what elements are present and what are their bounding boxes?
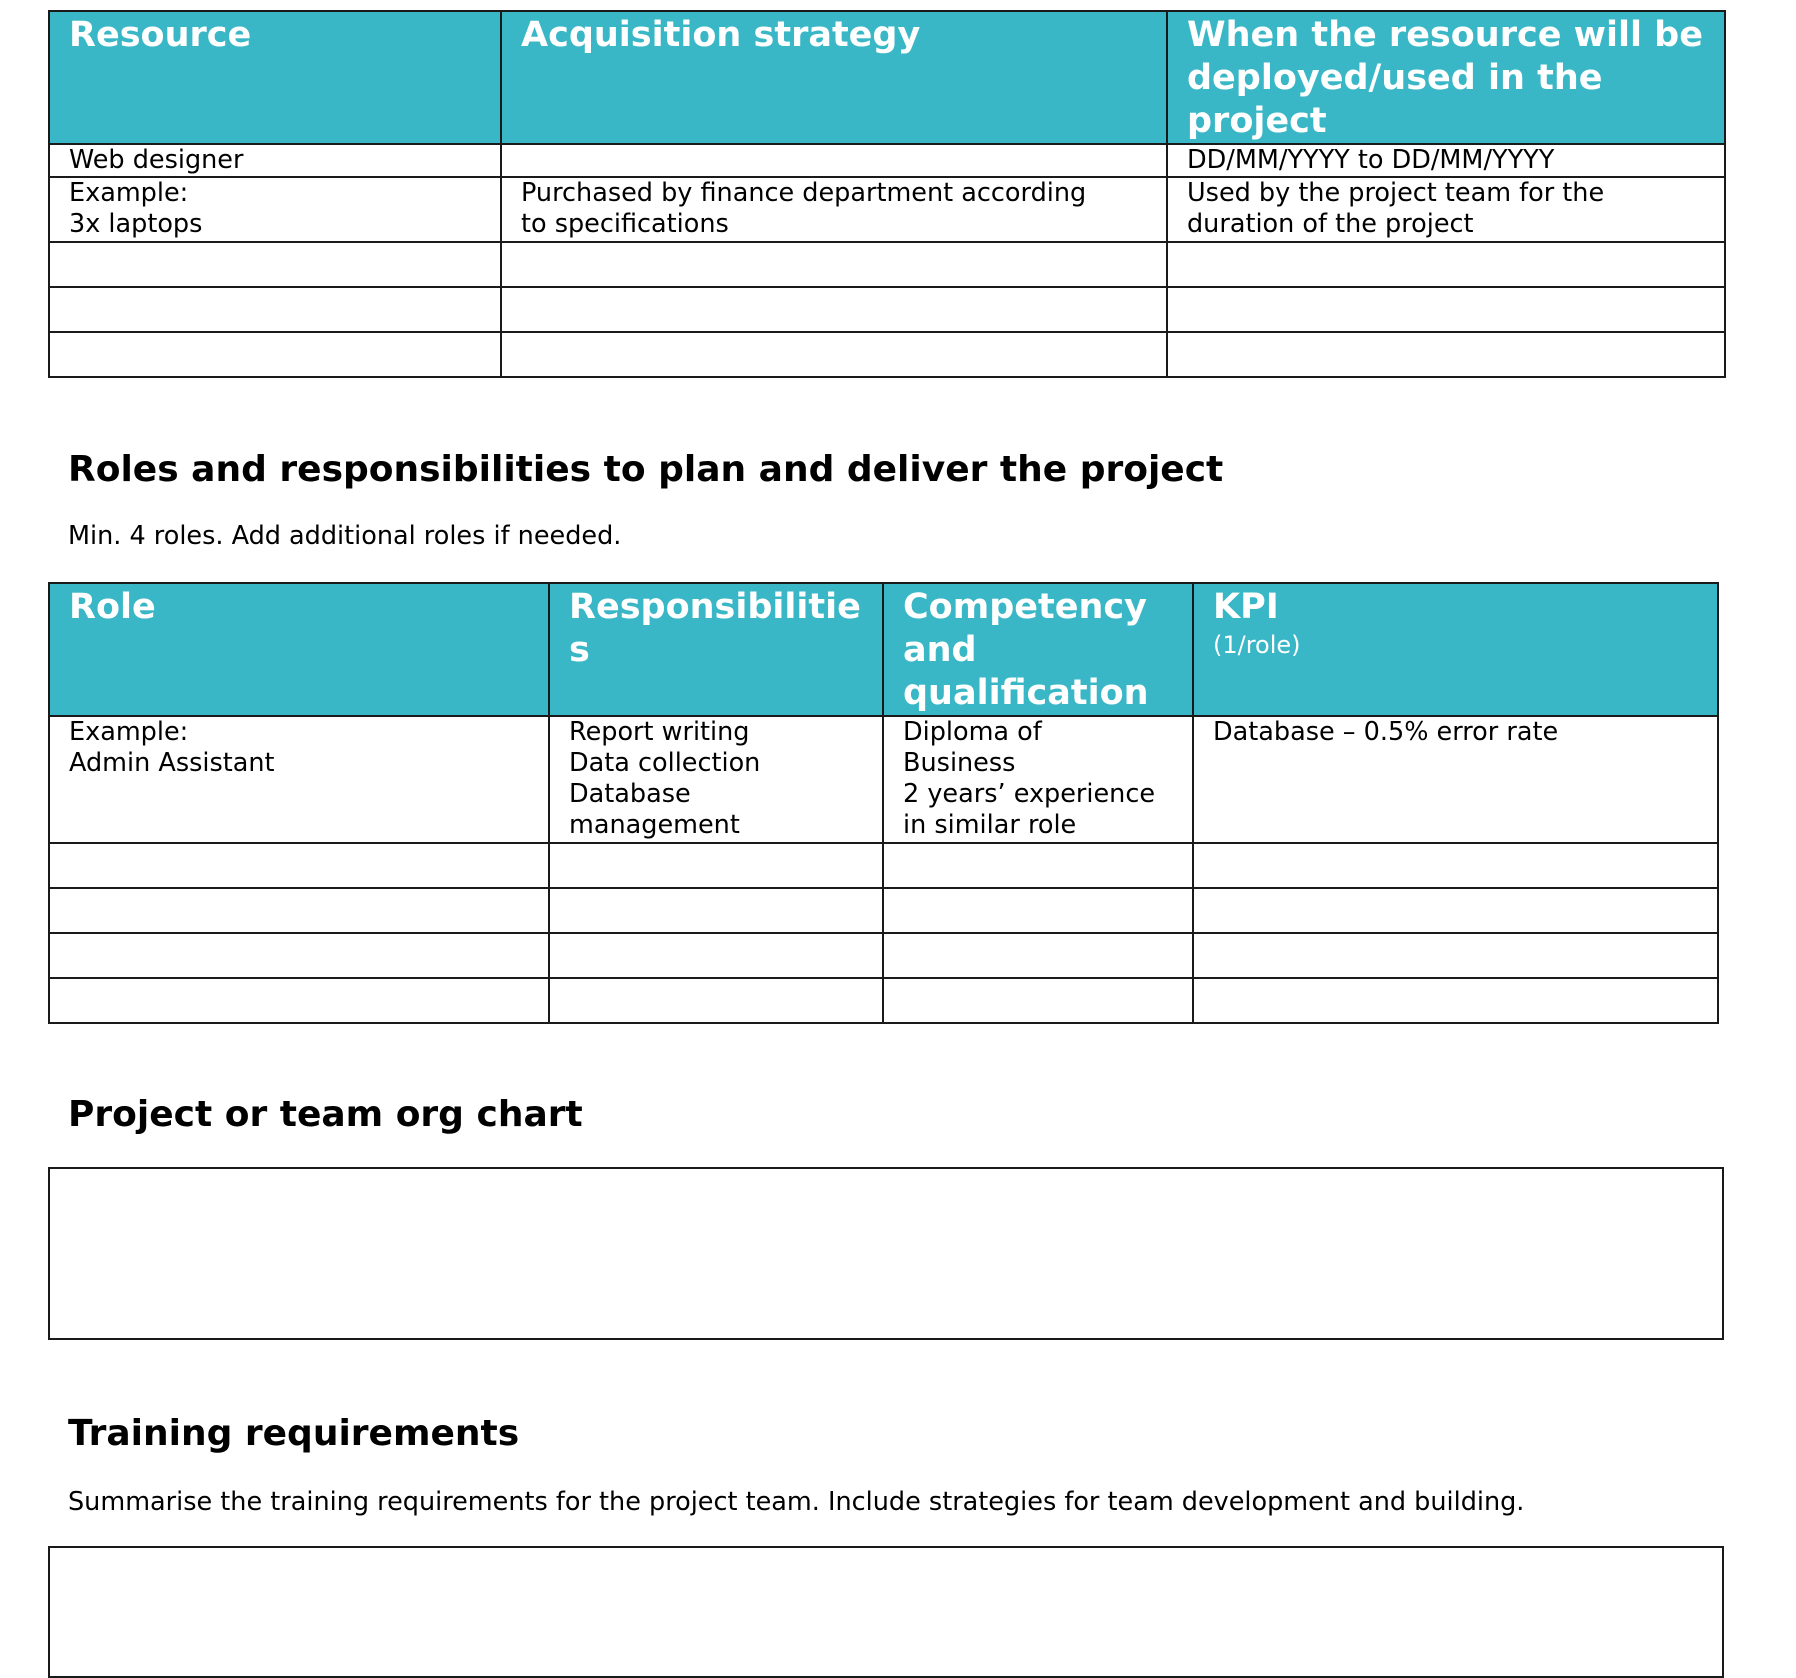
roles-header-responsibilities (549, 583, 883, 716)
table-cell[interactable] (1167, 177, 1725, 242)
org-chart-heading: Project or team org chart (68, 1094, 583, 1135)
cell-text: Example: (69, 717, 189, 747)
table-cell[interactable] (49, 888, 549, 933)
table-row (49, 716, 1718, 843)
table-row (49, 144, 1725, 177)
table-cell[interactable] (501, 287, 1167, 332)
table-cell[interactable] (501, 332, 1167, 377)
roles-header-kpi (1193, 583, 1718, 716)
table-cell[interactable] (1193, 716, 1718, 843)
cell-text: Admin Assistant (69, 748, 275, 778)
roles-header-label: Responsibilities (569, 587, 861, 670)
resources-header-acquisition-strategy: Acquisition strategy (501, 11, 1167, 144)
table-row (49, 287, 1725, 332)
table-cell[interactable] (49, 978, 549, 1023)
cell-text: duration of the project (1187, 209, 1474, 239)
cell-text: Database – 0.5% error rate (1213, 717, 1559, 747)
table-cell[interactable] (501, 144, 1167, 177)
table-cell[interactable] (49, 933, 549, 978)
table-cell[interactable] (501, 242, 1167, 287)
table-cell[interactable] (883, 843, 1193, 888)
resources-header-resource: Resource (49, 11, 501, 144)
table-cell[interactable] (883, 888, 1193, 933)
roles-header-kpi-note: (1/role) (1213, 631, 1301, 659)
cell-text: Database (569, 779, 691, 809)
table-cell[interactable] (49, 177, 501, 242)
roles-header-label: KPI (1213, 587, 1279, 627)
training-input-box[interactable] (48, 1546, 1724, 1678)
table-row (49, 242, 1725, 287)
roles-section-note: Min. 4 roles. Add additional roles if needed. (68, 521, 622, 551)
table-row (49, 332, 1725, 377)
cell-text: 2 years’ experience (903, 779, 1156, 809)
cell-text: Used by the project team for the (1187, 178, 1605, 208)
cell-text: Data collection (569, 748, 761, 778)
table-cell[interactable] (549, 888, 883, 933)
table-cell[interactable] (549, 716, 883, 843)
cell-text: Report writing (569, 717, 750, 747)
table-cell[interactable] (1167, 287, 1725, 332)
table-row (49, 843, 1718, 888)
table-cell[interactable] (883, 978, 1193, 1023)
cell-text: Business (903, 748, 1016, 778)
resources-header-deployment-timing: When the resource will be deployed/used in the project (1167, 11, 1725, 144)
roles-table (48, 582, 1719, 1024)
roles-header-role (49, 583, 549, 716)
cell-text: 3x laptops (69, 209, 203, 239)
cell-text: in similar role (903, 810, 1077, 840)
cell-text: management (569, 810, 740, 840)
table-cell[interactable] (1193, 843, 1718, 888)
table-row (49, 888, 1718, 933)
table-cell[interactable] (49, 144, 501, 177)
table-row (49, 177, 1725, 242)
roles-header-label: Role (69, 587, 156, 627)
table-cell[interactable] (49, 332, 501, 377)
table-row (49, 978, 1718, 1023)
table-cell[interactable] (1193, 933, 1718, 978)
roles-section-heading: Roles and responsibilities to plan and deliver the project (68, 449, 1224, 490)
resources-table (48, 10, 1726, 378)
table-cell[interactable] (49, 287, 501, 332)
table-cell[interactable] (49, 242, 501, 287)
table-cell[interactable] (1193, 888, 1718, 933)
cell-text: Example: (69, 178, 189, 208)
roles-header-competency (883, 583, 1193, 716)
cell-text: Purchased by finance department according (521, 178, 1087, 208)
table-cell[interactable] (883, 716, 1193, 843)
training-note: Summarise the training requirements for the project team. Include strategies for team development and building. (68, 1487, 1525, 1517)
resources-header-row (49, 11, 1725, 144)
cell-text: Web designer (69, 145, 244, 175)
roles-header-label: Competency and qualification (903, 587, 1149, 713)
table-cell[interactable] (549, 933, 883, 978)
table-cell[interactable] (549, 978, 883, 1023)
table-cell[interactable] (1167, 242, 1725, 287)
table-cell[interactable] (549, 843, 883, 888)
table-row (49, 933, 1718, 978)
table-cell[interactable] (49, 716, 549, 843)
cell-text: to specifications (521, 209, 729, 239)
table-cell[interactable] (1167, 144, 1725, 177)
cell-text: Diploma of (903, 717, 1042, 747)
table-cell[interactable] (501, 177, 1167, 242)
table-cell[interactable] (1167, 332, 1725, 377)
training-heading: Training requirements (68, 1413, 520, 1454)
table-cell[interactable] (49, 843, 549, 888)
org-chart-input-box[interactable] (48, 1167, 1724, 1340)
table-cell[interactable] (1193, 978, 1718, 1023)
table-cell[interactable] (883, 933, 1193, 978)
roles-header-row (49, 583, 1718, 716)
cell-text: DD/MM/YYYY to DD/MM/YYYY (1187, 145, 1555, 175)
